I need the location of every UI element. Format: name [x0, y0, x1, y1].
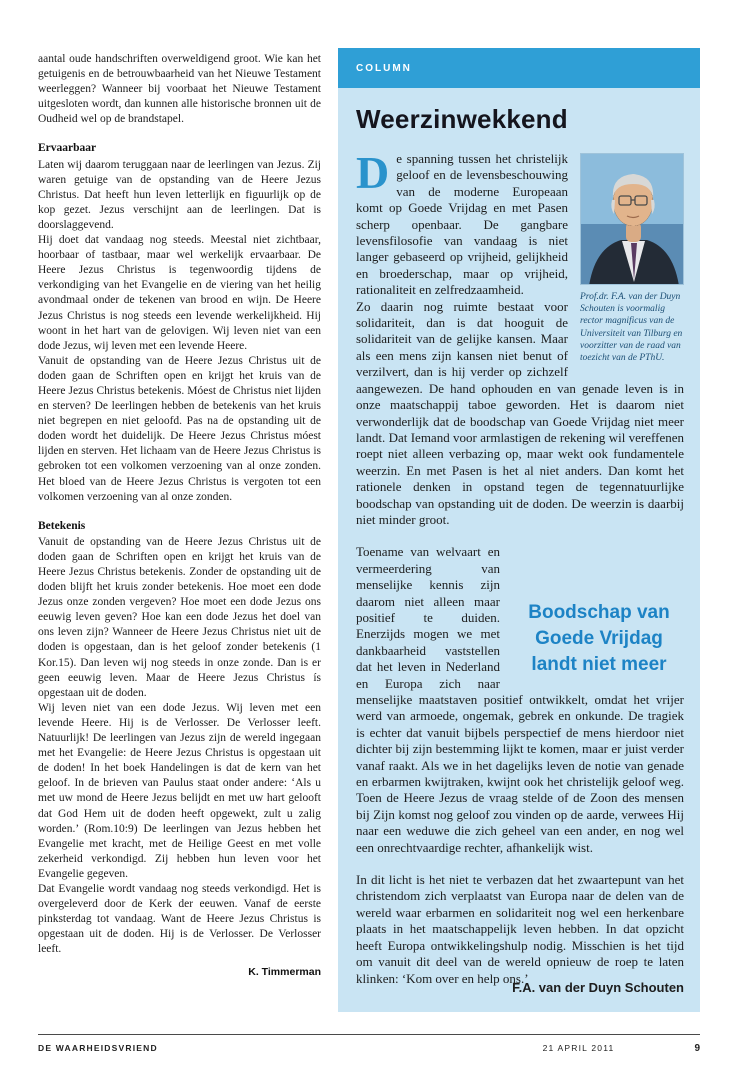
footer-page-number: 9	[694, 1043, 700, 1054]
column-title: Weerzinwekkend	[356, 104, 568, 134]
portrait-photo-graphic	[581, 154, 684, 285]
column-kicker-bar	[338, 48, 700, 88]
article-section-heading: Betekenis	[38, 519, 86, 532]
column-kicker-label: COLUMN	[356, 62, 412, 74]
pull-quote: Boodschap van Goede Vrijdag landt niet meer	[528, 602, 670, 676]
article-column	[38, 52, 321, 981]
column-author-signature: F.A. van der Duyn Schouten	[512, 979, 684, 995]
column-box	[338, 48, 700, 1012]
article-paragraph: aantal oude handschriften overweldigend groot. Wie kan het getuigenis en de betrouwbaarheid van het Nieuwe Testament weerleggen? Wanneer bij voorbaat het Nieuwe Testament uitgesloten wordt, dan kunnen alle historische bronnen uit de Oudheid wel op de brandstapel.	[38, 53, 321, 126]
column-paragraph: Zo daarin nog ruimte bestaat voor solidariteit, dan is dat hooguit de solidariteit van de gelijke kansen. Maar als een mens zijn kansen niet benut of verzilvert, dan is hij verder op zichzelf aangewezen. De hand ophouden en van genade leven is in onze maatschappij taboe geworden. Het is daarom niet verwonderlijk dat de boodschap van Goede Vrijdag niet meer landt. Dat Iemand voor armlastigen de rekening wil vereffenen roept niet alleen verbazing op, maar wekt ook fundamentele weerzin. En met Pasen is het al niet anders. Dan komt het rationele denken in opstand tegen de tegennatuurlijke boodschap van opstanding uit de doden. De weerzin is daarbij niet minder groot.	[356, 298, 684, 527]
article-paragraph: Laten wij daarom teruggaan naar de leerlingen van Jezus. Zij waren getuige van de opstanding van de Heere Jezus Christus. Dat heeft hun leven letterlijk en figuurlijk op de kop gezet. Jezus verschijnt aan de leerlingen. Dat is doorslaggevend.	[38, 158, 321, 231]
article-paragraph: Wij leven niet van een dode Jezus. Wij leven met een levende Heere. Hij is de Verlosser. De Verlosser leeft. Natuurlijk! De leerlingen van Jezus zijn de wereld ingegaan met het Evangelie: de Heere Jezus Christus is opgestaan uit de doden! In het boek Handelingen is dat de kern van het geloof. In de brieven van Paulus staat onder andere: ‘Als u met uw mond de Heere Jezus belijdt en met uw hart gelooft dat God Hem uit de doden heeft opgewekt, zult u zalig worden.’ (Rom.10:9) De leerlingen van Jezus hebben het Evangelie met kracht, met de Heilige Geest en met volle zekerheid verkondigd. Zij hebben hun leven voor het Evangelie gegeven.	[38, 701, 321, 880]
article-paragraph: Vanuit de opstanding van de Heere Jezus Christus uit de doden gaan de Schriften open en krijgt het kruis van de Heere Jezus Christus betekenis. Zonder de opstanding uit de doden blijft het kruis zonder betekenis. Hoe moet een dode Jezus onze zonden vergeven? Hoe moet een dode Jezus ons eeuwig leven geven? Hoe kan een dode Jezus het doel van ons leven zijn? Wanneer de Heere Jezus Christus niet uit de doden is opgestaan, dan is het geloof zonder betekenis (1 Kor.15). Dan leven wij nog steeds in onze zonde. Dan is er geen eeuwig leven. Maar de Heere Jezus Christus ís opgestaan uit de doden.	[38, 535, 321, 699]
footer-date: 21 APRIL 2011	[542, 1043, 615, 1053]
article-author-signature: K. Timmerman	[248, 966, 321, 979]
photo-caption: Prof.dr. F.A. van der Duyn Schouten is voormalig rector magnificus van de Universiteit van Tilburg en voorzitter van de raad van toezicht van de PThU.	[580, 292, 683, 364]
footer-publication-name: DE WAARHEIDSVRIEND	[38, 1043, 158, 1053]
article-section-heading: Ervaarbaar	[38, 142, 97, 155]
column-paragraph-text: e spanning tussen het christelijk geloof en de levensbeschouwing van de moderne Europeaan komt op Goede Vrijdag en met Pasen scherp openbaar. De gangbare levensfilosofie van vandaag is niet langer gebaseerd op vrijheid, gelijkheid en broederschap, maar op vrijheid, rationaliteit en zelfredzaamheid.	[356, 151, 568, 298]
article-paragraph: Vanuit de opstanding van de Heere Jezus Christus uit de doden gaan de Schriften open en krijgt het kruis van de Heere Jezus Christus betekenis. Móest de Christus niet lijden en sterven? De leerlingen hebben de betekenis van het kruis niet begrepen en niet geloofd. Pas na de opstanding uit de doden wordt het duidelijk. De Heere Jezus Christus móest lijden en sterven. Het lichaam van de Heere Jezus Christus is gebroken tot een volkomen verzoening van al onze zonden. Het bloed van de Heere Jezus Christus is vergoten tot een volkomen verzoening van al onze zonden.	[38, 354, 321, 503]
portrait-photo	[580, 153, 684, 285]
column-paragraph: Toename van welvaart en vermeerdering van menselijke kennis zijn daarom niet alleen maar positief te duiden. Enerzijds mogen we met dankbaarheid vaststellen dat het leven in Nederland en Europa zich naar menselijke maatstaven positief ontwikkelt, omdat het vrijer werd van armoede, ongemak, gebrek en onkunde. De tragiek is echter dat vanuit bijbels perspectief de mens hierdoor niet dichter bij zijn bestemming lijkt te komen, maar er juist verder vanaf raakt. Als we in het dagelijks leven de notie van genade en erbarmen kwijtraken, kwijnt ook het christelijk geloof weg. Toen de Heere Jezus de vraag stelde of de Zoon des mensen bij Zijn komst nog geloof zou vinden op de aarde, verwees Hij naar een weduwe die zich geheel van een ander, en nog wel een onrechtvaardige rechter, afhankelijk wist.	[356, 544, 684, 855]
page-footer	[38, 1034, 700, 1054]
column-body	[338, 88, 700, 1012]
article-paragraph: Dat Evangelie wordt vandaag nog steeds verkondigd. Het is overgeleverd door de Kerk der eeuwen. Vanaf de eerste pinksterdag tot vandaag. Want de Heere Jezus Christus is opgestaan uit de doden. Hij is de Verlosser. De Verlosser leeft.	[38, 882, 321, 956]
column-paragraph: In dit licht is het niet te verbazen dat het zwaartepunt van het christendom zich verplaatst van Europa naar de delen van de wereld waar erbarmen en solidariteit nog wel een herkenbare plaats in het maatschappelijk leven hebben. In dat opzicht heeft Europa ontwikkelingshulp nodig. Misschien is het tijd om vanuit dit deel van de wereld opnieuw de roep te laten klinken: ‘Kom over en help ons.’	[356, 872, 684, 986]
dropcap-letter: D	[356, 147, 390, 198]
article-paragraph: Hij doet dat vandaag nog steeds. Meestal niet zichtbaar, hoorbaar of tastbaar, maar wel werkelijk ervaarbaar. De Heere Jezus Christus is tegenwoordig tijdens de verkondiging van het Evangelie en de viering van het heilig avondmaal onder de tekenen van brood en wijn. De Heere Jezus Christus is nog steeds een levende werkelijkheid. Hij woont in het hart van de gelovigen. Wij leven niet van een dode Jezus, wij leven met een levende Heere.	[38, 234, 321, 352]
author-photo-figure	[580, 153, 684, 364]
